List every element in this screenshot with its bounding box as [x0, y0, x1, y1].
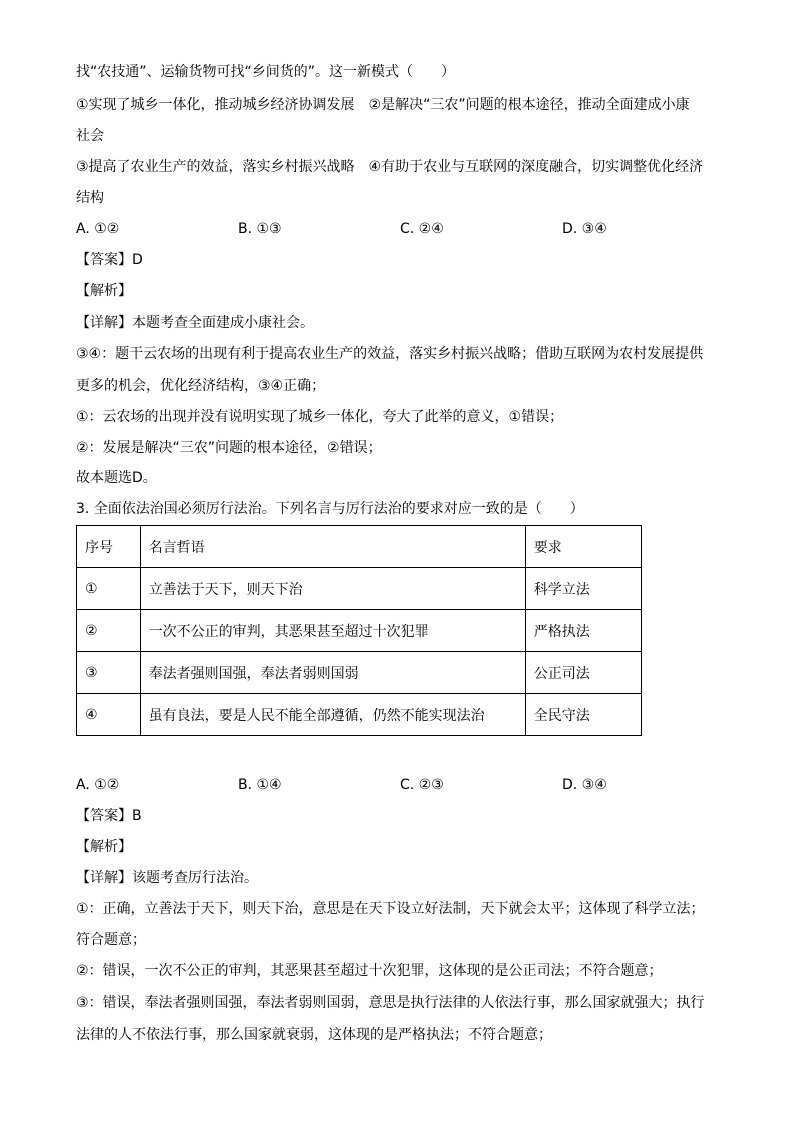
q2-choice-d: D. ③④	[562, 221, 607, 237]
q2-explanation-3: ②：发展是解决“三农”问题的根本途径，②错误；	[76, 440, 382, 456]
q2-answer: 【答案】D	[76, 252, 143, 268]
q3-explanation-3-cont: 法律的人不依法行事，那么国家就衰弱，这体现的是严格执法；不符合题意；	[76, 1027, 552, 1043]
table-cell: 严格执法	[525, 610, 641, 652]
table-header-cell: 要求	[525, 526, 641, 568]
q2-detail: 【详解】本题考查全面建成小康社会。	[76, 315, 314, 331]
table-row	[77, 568, 642, 610]
q2-options-line-2-cont: 结构	[76, 190, 104, 206]
q2-choice-a: A. ①②	[76, 221, 120, 237]
q3-detail: 【详解】该题考查厉行法治。	[76, 870, 258, 886]
table-cell: 科学立法	[525, 568, 641, 610]
table-row	[77, 610, 642, 652]
table-cell: 公正司法	[525, 652, 641, 694]
q3-answer: 【答案】B	[76, 808, 142, 824]
q2-explanation-2: ①：云农场的出现并没有说明实现了城乡一体化，夸大了此举的意义，①错误；	[76, 409, 564, 425]
q3-explanation-2: ②：错误，一次不公正的审判，其恶果甚至超过十次犯罪，这体现的是公正司法；不符合题意；	[76, 963, 663, 979]
q2-choice-c: C. ②④	[400, 221, 444, 237]
q2-analysis-heading: 【解析】	[76, 283, 132, 299]
table-cell: ①	[77, 568, 141, 610]
table-cell: 虽有良法，要是人民不能全部遵循，仍然不能实现法治	[140, 694, 525, 736]
table-header-cell: 名言哲语	[140, 526, 525, 568]
table-cell: 奉法者强则国强，奉法者弱则国弱	[140, 652, 525, 694]
table-cell: ②	[77, 610, 141, 652]
q2-conclusion: 故本题选D。	[76, 470, 157, 486]
q2-choice-b: B. ①③	[238, 221, 282, 237]
table-cell: 一次不公正的审判，其恶果甚至超过十次犯罪	[140, 610, 525, 652]
table-cell: 立善法于天下，则天下治	[140, 568, 525, 610]
table-cell: 全民守法	[525, 694, 641, 736]
q2-explanation-1-cont: 更多的机会，优化经济结构，③④正确；	[76, 378, 326, 394]
q2-options-line-2: ③提高了农业生产的效益，落实乡村振兴战略 ④有助于农业与互联网的深度融合，切实调整优化经济	[76, 159, 704, 175]
q3-table	[76, 525, 642, 736]
table-header-cell: 序号	[77, 526, 141, 568]
table-cell: ④	[77, 694, 141, 736]
q3-choice-c: C. ②③	[400, 777, 444, 793]
table-header-row	[77, 526, 642, 568]
q3-explanation-1-cont: 符合题意；	[76, 932, 146, 948]
table-row	[77, 652, 642, 694]
q2-explanation-1: ③④：题干云农场的出现有利于提高农业生产的效益，落实乡村振兴战略；借助互联网为农村发展提供	[76, 346, 704, 362]
q2-options-line-1-cont: 社会	[76, 128, 104, 144]
q3-choice-d: D. ③④	[562, 777, 607, 793]
q3-stem: 3. 全面依法治国必须厉行法治。下列名言与厉行法治的要求对应一致的是（ ）	[76, 501, 584, 517]
q2-stem-tail: 找“农技通”、运输货物可找“乡间货的”。这一新模式（ ）	[76, 64, 456, 80]
table-cell: ③	[77, 652, 141, 694]
q3-analysis-heading: 【解析】	[76, 839, 132, 855]
q2-options-line-1: ①实现了城乡一体化，推动城乡经济协调发展 ②是解决“三农”问题的根本途径，推动全面建成小康	[76, 97, 690, 113]
q3-explanation-1: ①：正确，立善法于天下，则天下治，意思是在天下设立好法制，天下就会太平；这体现了科学立法；	[76, 901, 705, 917]
q3-choice-b: B. ①④	[238, 777, 282, 793]
q3-choice-a: A. ①②	[76, 777, 120, 793]
table-row	[77, 694, 642, 736]
q3-explanation-3: ③：错误，奉法者强则国强，奉法者弱则国弱，意思是执行法律的人依法行事，那么国家就强大；执行	[76, 995, 705, 1011]
